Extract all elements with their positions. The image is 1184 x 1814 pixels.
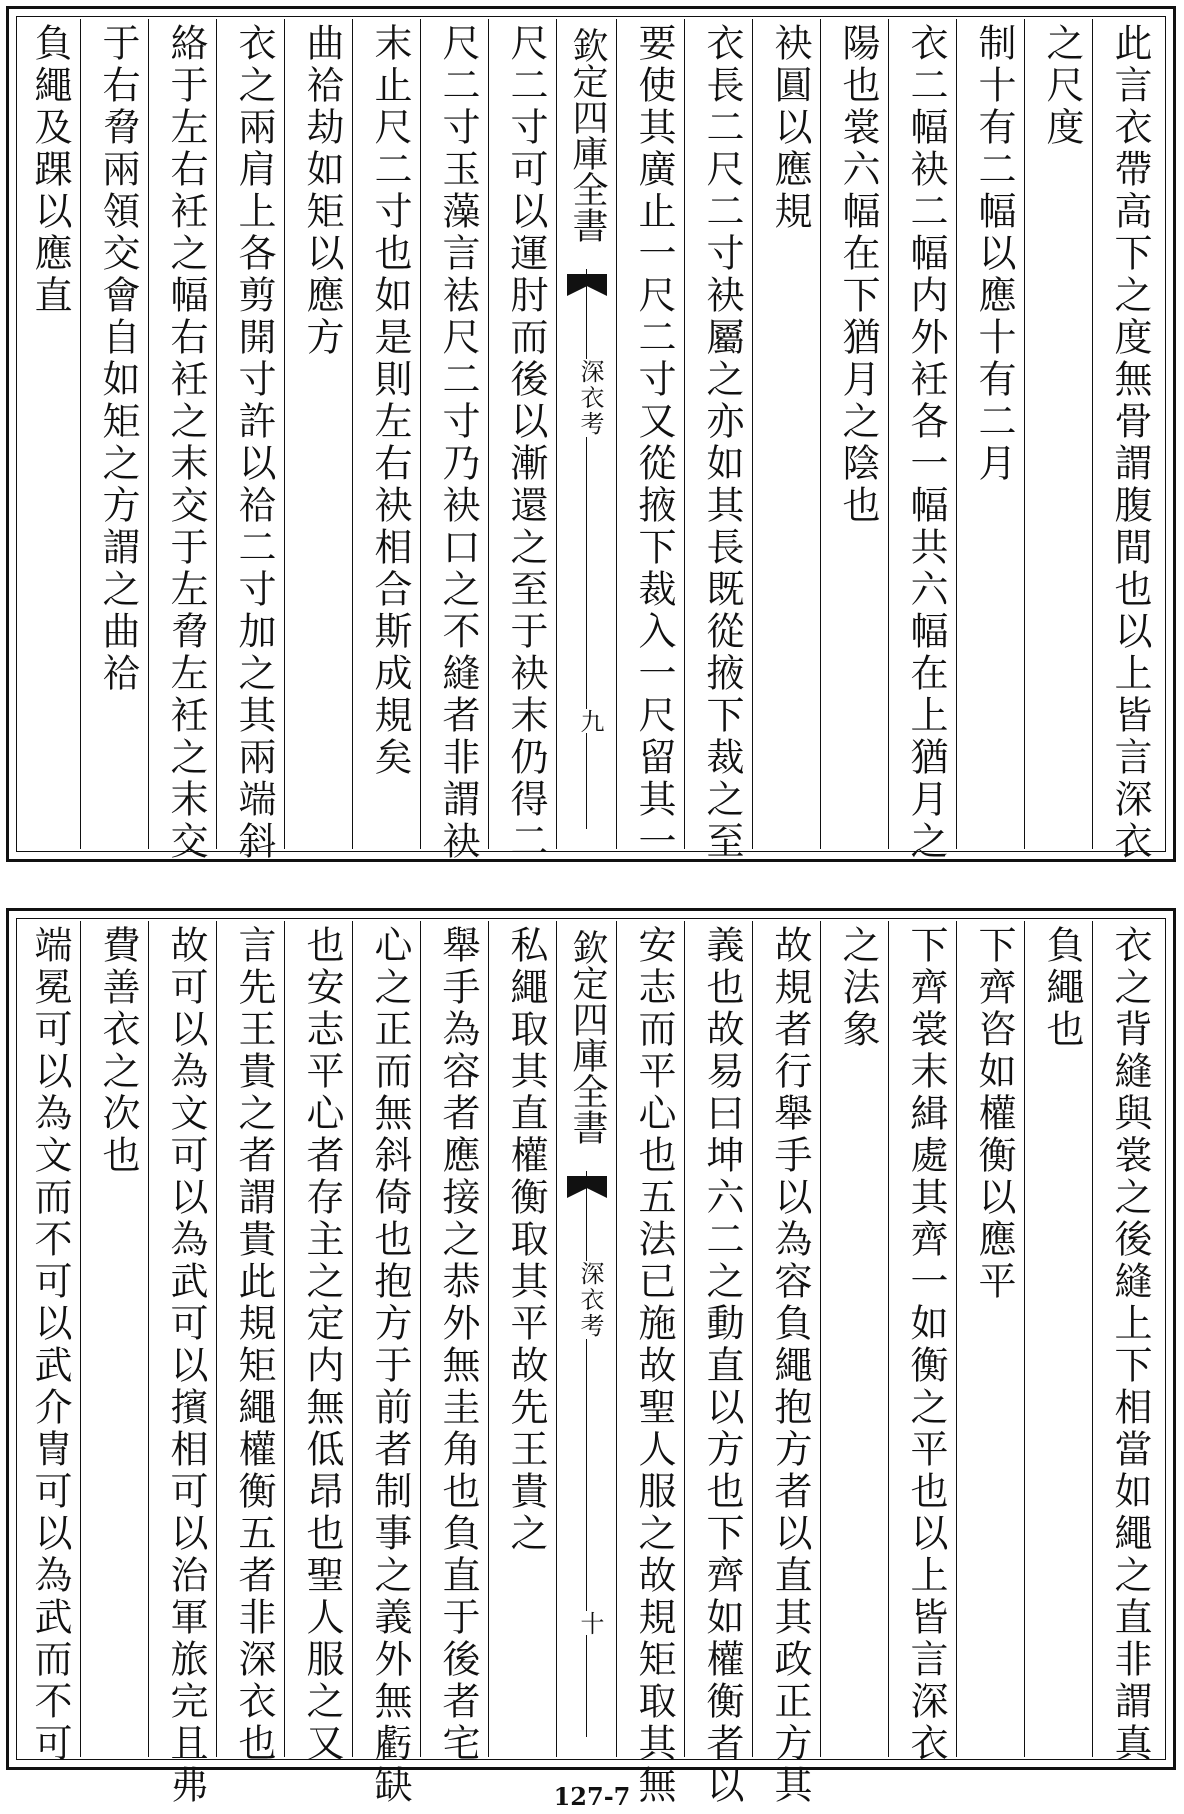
text-column: 袂圓以應規 bbox=[768, 23, 812, 233]
column-rule bbox=[888, 921, 889, 1757]
center-block bbox=[559, 921, 615, 1757]
column-rule bbox=[616, 19, 617, 849]
column-rule bbox=[488, 19, 489, 849]
text-column: 制十有二幅以應十有二月 bbox=[972, 23, 1016, 485]
column-rule bbox=[684, 921, 685, 1757]
page-footer-number: 127-7 bbox=[553, 1782, 631, 1811]
center-subtitle: 深衣考 bbox=[573, 359, 608, 437]
text-column: 曲祫劫如矩以應方 bbox=[300, 23, 344, 359]
text-column: 衣之兩肩上各剪開寸許以祫二寸加之其兩端斜 bbox=[232, 23, 276, 863]
text-column: 衣二幅袂二幅内外衽各一幅共六幅在上猶月之 bbox=[904, 23, 948, 863]
text-column: 安志而平心也五法已施故聖人服之故規矩取其無 bbox=[632, 925, 676, 1807]
column-rule bbox=[820, 19, 821, 849]
center-block bbox=[559, 19, 615, 849]
column-rule bbox=[148, 921, 149, 1757]
text-column: 也安志平心者存主之定内無低昂也聖人服之又 bbox=[300, 925, 344, 1765]
center-line bbox=[586, 1171, 587, 1737]
text-column: 于右脅兩領交會自如矩之方謂之曲祫 bbox=[96, 23, 140, 695]
text-column: 絡于左右衽之幅右衽之末交于左脅左衽之末交 bbox=[164, 23, 208, 863]
column-rule bbox=[216, 19, 217, 849]
text-column: 之尺度 bbox=[1040, 23, 1084, 149]
fish-tail-mark bbox=[567, 1176, 607, 1198]
column-rule bbox=[420, 19, 421, 849]
column-rule bbox=[80, 19, 81, 849]
text-column: 費善衣之次也 bbox=[96, 925, 140, 1177]
column-rule bbox=[956, 921, 957, 1757]
column-rule bbox=[752, 921, 753, 1757]
text-column: 故規者行舉手以為容負繩抱方者以直其政正方其 bbox=[768, 925, 812, 1807]
text-column: 負繩也 bbox=[1040, 925, 1084, 1051]
text-column: 尺二寸玉藻言袪尺二寸乃袂口之不縫者非謂袂 bbox=[436, 23, 480, 863]
page-number: 十 bbox=[573, 1611, 608, 1635]
column-rule bbox=[616, 921, 617, 1757]
text-column: 下齊裳末緝處其齊一如衡之平也以上皆言深衣 bbox=[904, 925, 948, 1765]
column-rule bbox=[556, 19, 557, 849]
column-rule bbox=[1024, 19, 1025, 849]
text-column: 此言衣帶高下之度無骨謂腹間也以上皆言深衣 bbox=[1108, 23, 1152, 863]
text-column: 衣長二尺二寸袂屬之亦如其長既從掖下裁之至 bbox=[700, 23, 744, 863]
text-column: 言先王貴之者謂貴此規矩繩權衡五者非深衣也 bbox=[232, 925, 276, 1765]
column-rule bbox=[1024, 921, 1025, 1757]
center-title: 欽定四庫全書 bbox=[567, 929, 608, 1145]
text-column: 舉手為容者應接之恭外無圭角也負直于後者宅 bbox=[436, 925, 480, 1765]
text-column: 心之正而無斜倚也抱方于前者制事之義外無虧缺 bbox=[368, 925, 412, 1807]
text-column: 故可以為文可以為武可以擯相可以治軍旅完且弗 bbox=[164, 925, 208, 1807]
column-rule bbox=[684, 19, 685, 849]
center-line bbox=[586, 269, 587, 829]
text-column: 私繩取其直權衡取其平故先王貴之 bbox=[504, 925, 548, 1555]
page-number: 九 bbox=[573, 709, 608, 733]
column-rule bbox=[284, 19, 285, 849]
text-column: 負繩及踝以應直 bbox=[28, 23, 72, 317]
fish-tail-mark bbox=[567, 274, 607, 296]
column-rule bbox=[1092, 19, 1093, 849]
text-column: 端冕可以為文而不可以武介冑可以為武而不可 bbox=[28, 925, 72, 1765]
center-title: 欽定四庫全書 bbox=[567, 27, 608, 243]
column-rule bbox=[956, 19, 957, 849]
column-rule bbox=[284, 921, 285, 1757]
column-rule bbox=[80, 921, 81, 1757]
column-rule bbox=[488, 921, 489, 1757]
column-rule bbox=[556, 921, 557, 1757]
column-rule bbox=[820, 921, 821, 1757]
text-column: 之法象 bbox=[836, 925, 880, 1051]
text-column: 陽也裳六幅在下猶月之陰也 bbox=[836, 23, 880, 527]
column-rule bbox=[352, 921, 353, 1757]
column-rule bbox=[352, 19, 353, 849]
text-column: 衣之背縫與裳之後縫上下相當如繩之直非謂真 bbox=[1108, 925, 1152, 1765]
text-column: 尺二寸可以運肘而後以漸還之至于袂末仍得二 bbox=[504, 23, 548, 863]
top-leaf bbox=[6, 6, 1176, 862]
column-rule bbox=[420, 921, 421, 1757]
center-subtitle: 深衣考 bbox=[573, 1261, 608, 1339]
column-rule bbox=[216, 921, 217, 1757]
column-rule bbox=[148, 19, 149, 849]
text-column: 下齊咨如權衡以應平 bbox=[972, 925, 1016, 1303]
text-column: 要使其廣止一尺二寸又從掖下裁入一尺留其一 bbox=[632, 23, 676, 863]
text-column: 末止尺二寸也如是則左右袂相合斯成規矣 bbox=[368, 23, 412, 779]
column-rule bbox=[888, 19, 889, 849]
text-column: 義也故易曰坤六二之動直以方也下齊如權衡者以 bbox=[700, 925, 744, 1807]
column-rule bbox=[1092, 921, 1093, 1757]
column-rule bbox=[752, 19, 753, 849]
